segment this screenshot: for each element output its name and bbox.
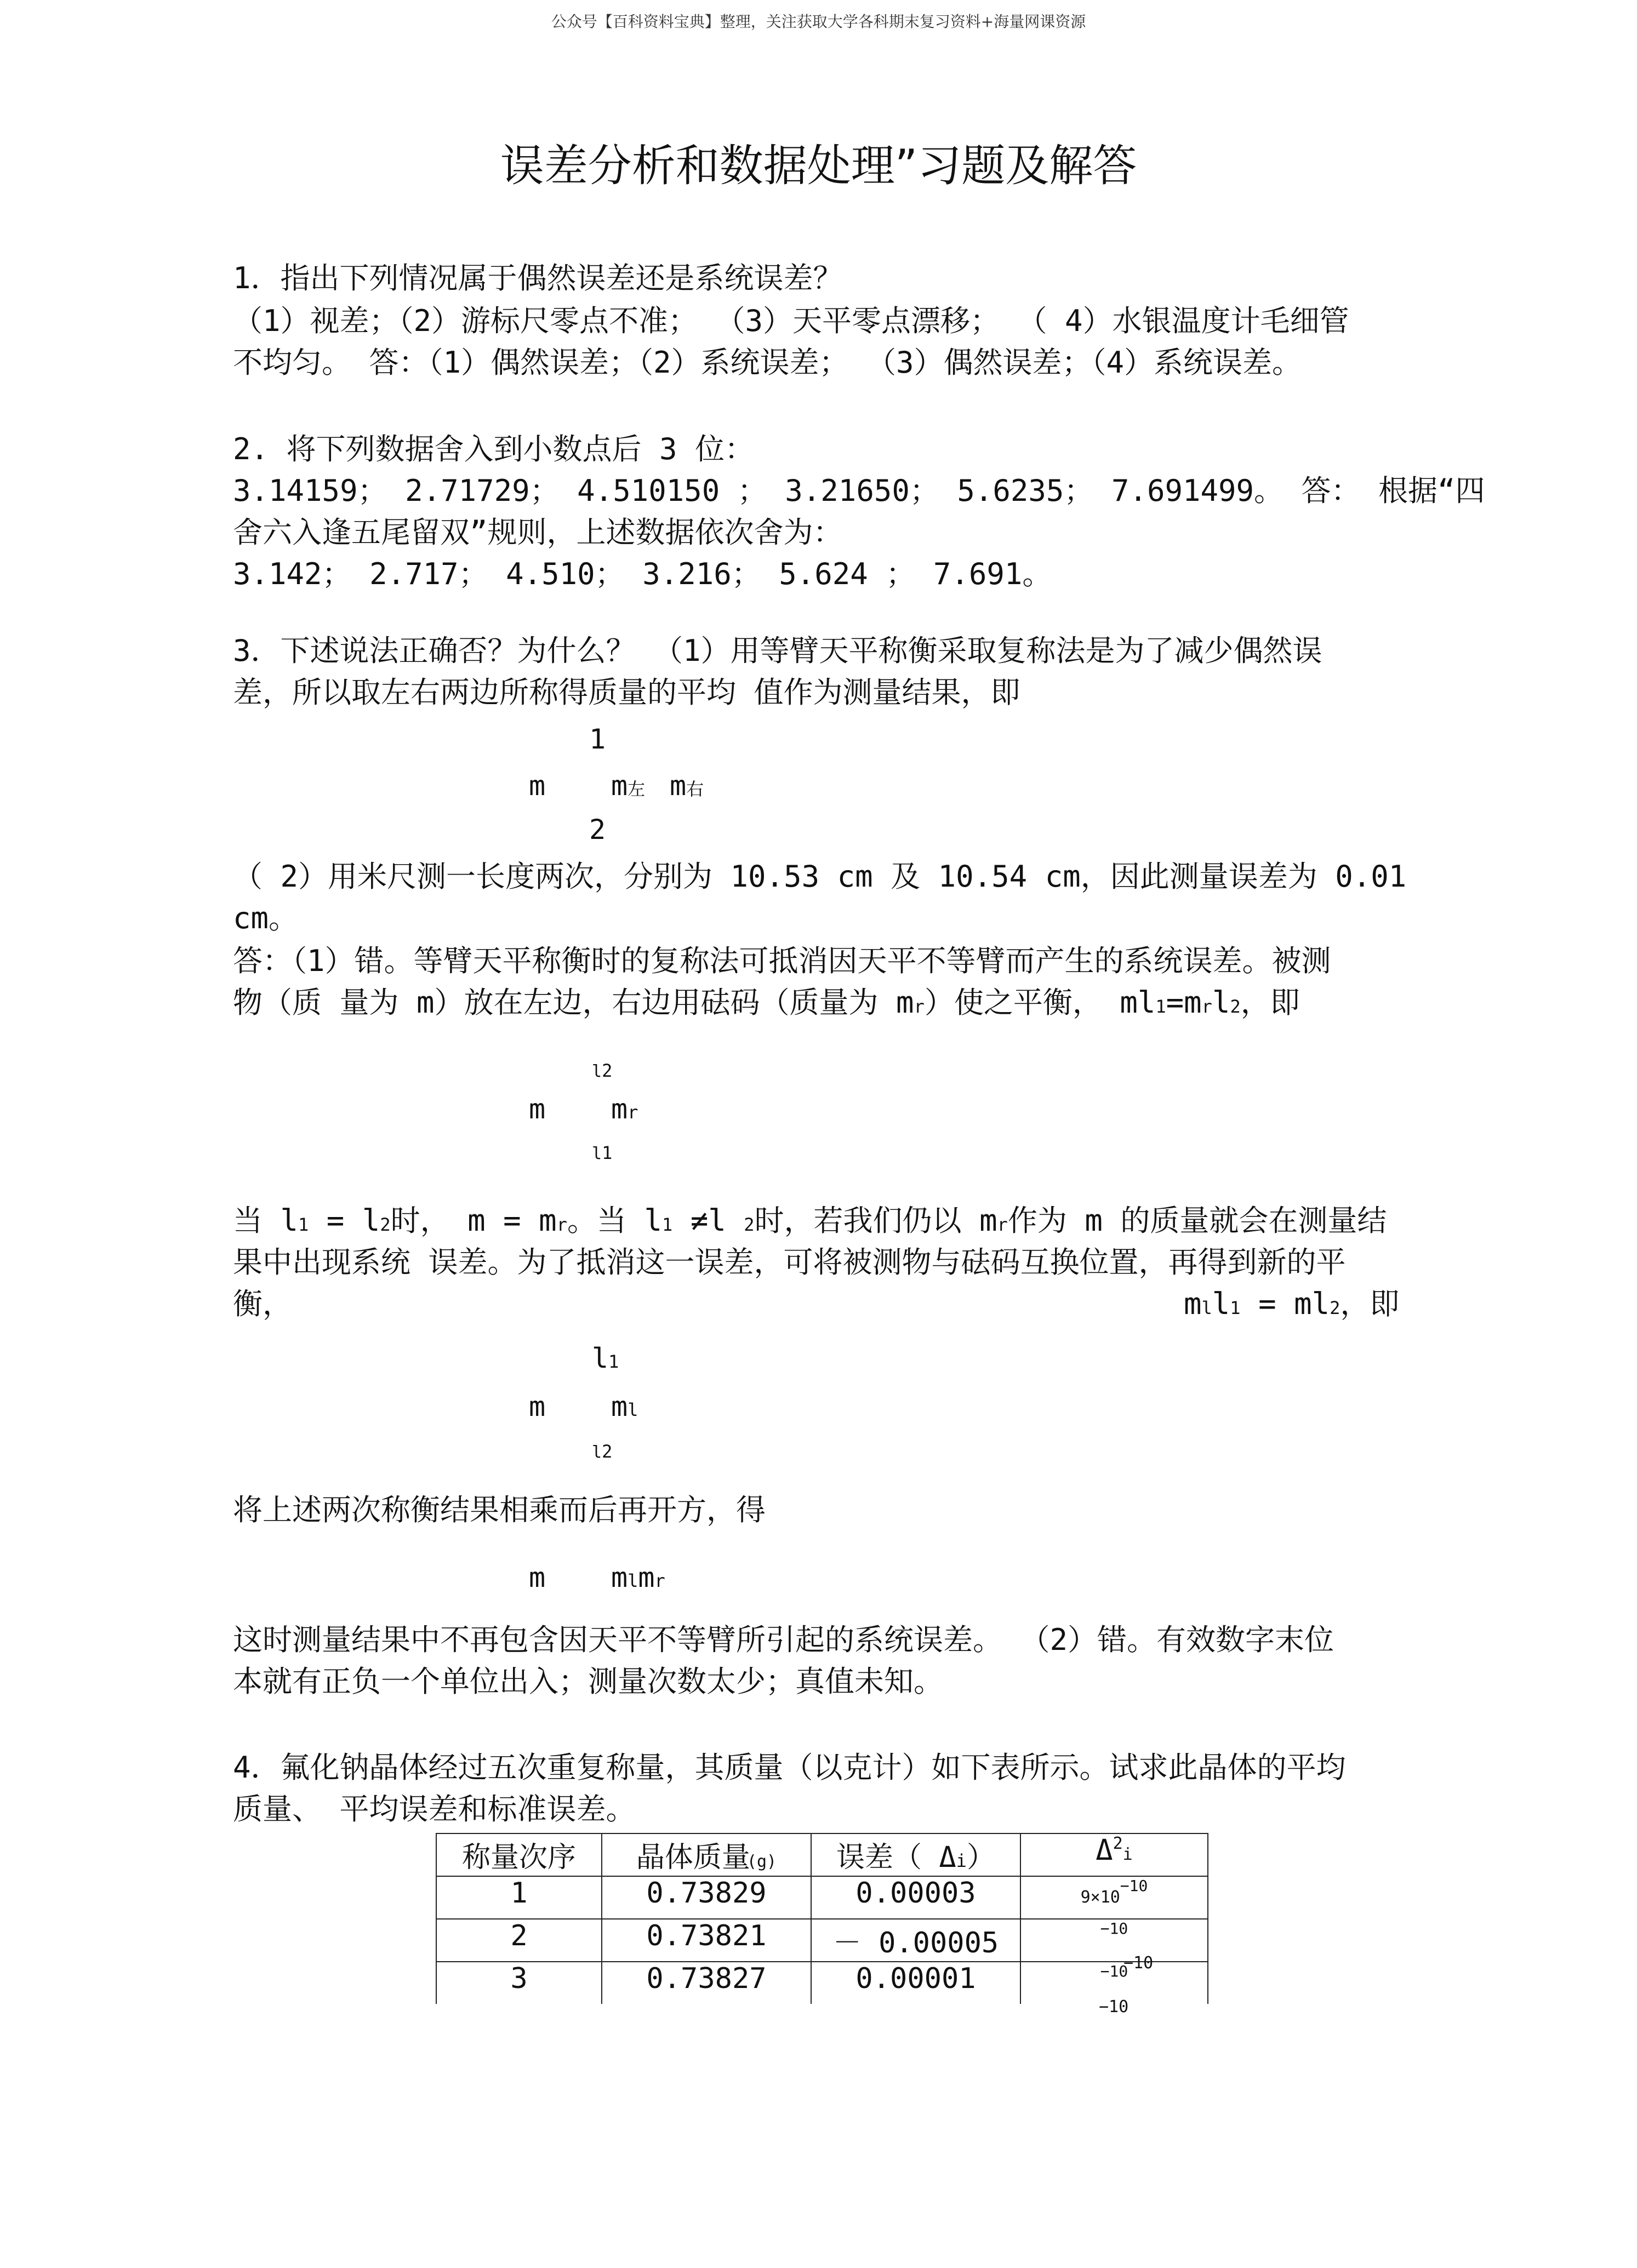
q3-line-3: （ 2）用米尺测一长度两次，分别为 10.53 cm 及 10.54 cm，因此测量误差为 0.01 [233,859,1407,894]
q3-line-9-equation: mll1 = ml2，即 [1184,1287,1400,1321]
row-mass: 0.73821 [602,1919,811,1962]
eq2-m: m [529,1093,546,1125]
row-error: 0.00003 [811,1876,1020,1919]
q3-line-2: 差，所以取左右两边所称得质量的平均 值作为测量结果，即 [233,675,1020,710]
q4-line-2: 质量、 平均误差和标准误差。 [233,1792,636,1826]
row-error-squared: $9\times 10^{-10}$ [1020,1876,1208,1919]
header-error-squared: $\Delta^2i$ [1020,1833,1208,1876]
table-row [436,1919,1208,1962]
row-mass: 0.73827 [602,1962,811,2004]
q1-line-2: （1）视差；（2）游标尺零点不准； （3）天平零点漂移； （ 4）水银温度计毛细管 [233,304,1349,338]
row-error: 0.00001 [811,1962,1020,2004]
eq3-m: m [529,1391,546,1423]
eq4-product: mlmr [611,1562,665,1593]
q3-line-9: 衡， [233,1287,292,1321]
q1-line-3: 不均匀。 答：（1）偶然误差；（2）系统误差； （3）偶然误差；（4）系统误差。 [233,345,1302,380]
q3-line-5: 答：（1）错。等臂天平称衡时的复称法可抵消因天平不等臂而产生的系统误差。被测 [233,944,1331,978]
stray-exponent: −10 [1123,1953,1154,1973]
q3-line-1: 3．下述说法正确否？为什么？ （1）用等臂天平称衡采取复称法是为了减少偶然误 [233,633,1322,668]
table-header-row [436,1833,1208,1876]
q3-line-12: 本就有正负一个单位出入；测量次数太少；真值未知。 [233,1664,943,1699]
eq2-mr: mr [611,1093,638,1125]
header-mass: 晶体质量(g) [602,1833,811,1876]
q3-line-10: 将上述两次称衡结果相乘而后再开方，得 [233,1493,766,1527]
row-error-squared: −10 [1020,1919,1208,1962]
q4-line-1: 4．氟化钠晶体经过五次重复称量，其质量（以克计）如下表所示。试求此晶体的平均 [233,1750,1346,1785]
row-error-squared: −10 [1020,1962,1208,2004]
eq2-numerator: l2 [592,1060,613,1081]
header-order: 称量次序 [436,1833,602,1876]
eq3-ml: ml [611,1391,638,1423]
stray-exponent: −10 [1099,1997,1129,2016]
q1-line-1: 1．指出下列情况属于偶然误差还是系统误差？ [233,261,843,295]
page-title: 误差分析和数据处理”习题及解答 [500,140,1137,191]
eq1-denominator: 2 [589,814,606,845]
q3-line-8: 果中出现系统 误差。为了抵消这一误差，可将被测物与砝码互换位置，再得到新的平 [233,1245,1346,1279]
eq1-m: m [529,770,546,802]
eq3-numerator: l1 [592,1342,619,1374]
q3-line-6: 物（质 量为 m）放在左边，右边用砝码（质量为 mr）使之平衡， ml1=mrl2，即 [233,985,1300,1020]
eq2-denominator: l1 [592,1142,613,1163]
q2-line-1: 2. 将下列数据舍入到小数点后 3 位： [233,432,755,466]
eq4-m: m [529,1562,546,1593]
row-order: 2 [436,1919,602,1962]
eq1-numerator: 1 [589,723,606,755]
eq1-m-right: m右 [670,770,704,802]
q3-line-4: cm。 [233,901,299,935]
q3-line-7: 当 l1 = l2时， m = mr。当 l1 ≠l 2时，若我们仍以 mr作为 m 的质量就会在测量结 [233,1203,1387,1238]
row-order: 3 [436,1962,602,2004]
header-note: 公众号【百科资料宝典】整理，关注获取大学各科期末复习资料+海量网课资源 [551,13,1086,31]
table-row [436,1876,1208,1919]
q2-line-2: 3.14159； 2.71729； 4.510150 ； 3.21650； 5.6235； 7.691499。 答： 根据“四 [233,473,1485,508]
row-error: － 0.00005 [811,1919,1020,1962]
q3-line-11: 这时测量结果中不再包含因天平不等臂所引起的系统误差。 （2）错。有效数字末位 [233,1623,1334,1657]
row-mass: 0.73829 [602,1876,811,1919]
row-order: 1 [436,1876,602,1919]
q2-line-3: 舍六入逢五尾留双”规则，上述数据依次舍为： [233,515,843,550]
weighing-table [436,1833,1208,2004]
table-row [436,1962,1208,2004]
eq3-denominator: l2 [592,1441,613,1462]
q2-line-4: 3.142； 2.717； 4.510； 3.216； 5.624 ； 7.691。 [233,557,1052,591]
header-error: 误差（ Δi） [811,1833,1020,1876]
eq1-m-left: m左 [611,770,646,802]
